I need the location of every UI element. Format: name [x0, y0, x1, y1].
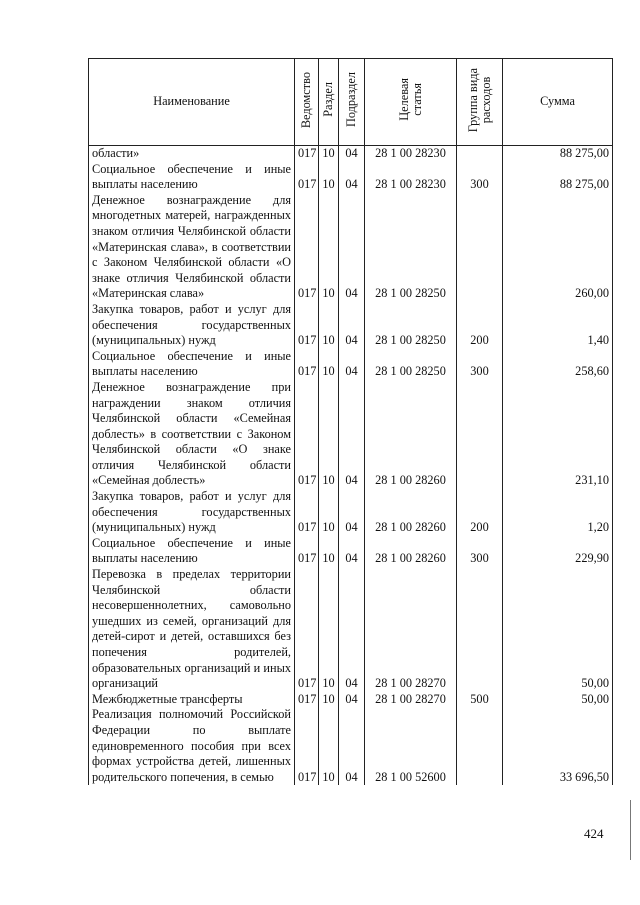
cell-name: Закупка товаров, работ и услуг для обеспечения государственных (муниципальных) нужд — [89, 302, 295, 349]
scan-edge-mark — [630, 800, 631, 860]
cell-dept: 017 — [295, 302, 319, 349]
cell-subsection: 04 — [339, 349, 365, 380]
cell-target: 28 1 00 28250 — [365, 193, 457, 302]
table-row — [89, 692, 613, 708]
table-row — [89, 567, 613, 692]
cell-group: 500 — [457, 692, 503, 708]
table-row — [89, 193, 613, 302]
cell-group: 300 — [457, 536, 503, 567]
cell-dept: 017 — [295, 707, 319, 785]
cell-subsection: 04 — [339, 536, 365, 567]
header-section-cell — [319, 59, 339, 146]
cell-group — [457, 193, 503, 302]
table-row — [89, 536, 613, 567]
cell-dept: 017 — [295, 536, 319, 567]
cell-target: 28 1 00 28230 — [365, 146, 457, 162]
cell-target: 28 1 00 28270 — [365, 692, 457, 708]
cell-section: 10 — [319, 707, 339, 785]
cell-dept: 017 — [295, 489, 319, 536]
cell-target: 28 1 00 28260 — [365, 380, 457, 489]
cell-sum: 88 275,00 — [503, 162, 613, 193]
header-dept: Ведомство — [299, 71, 313, 128]
cell-name: Закупка товаров, работ и услуг для обеспечения государственных (муниципальных) нужд — [89, 489, 295, 536]
cell-sum: 260,00 — [503, 193, 613, 302]
cell-target: 28 1 00 52600 — [365, 707, 457, 785]
cell-name: Перевозка в пределах территории Челябинской области несовершеннолетних, самовольно ушедших из семей, организаций для детей-сирот и детей, оставшихся без попечения родителей, образовательных организаций и иных организаций — [89, 567, 295, 692]
cell-section: 10 — [319, 380, 339, 489]
cell-group — [457, 380, 503, 489]
cell-dept: 017 — [295, 146, 319, 162]
cell-name: области» — [89, 146, 295, 162]
cell-section: 10 — [319, 302, 339, 349]
cell-target: 28 1 00 28230 — [365, 162, 457, 193]
cell-name: Реализация полномочий Российской Федерации по выплате единовременного пособия при всех формах устройства детей, лишенных родительского попечения, в семью — [89, 707, 295, 785]
page-number: 424 — [584, 826, 604, 841]
cell-subsection: 04 — [339, 380, 365, 489]
cell-subsection: 04 — [339, 489, 365, 536]
cell-group: 300 — [457, 162, 503, 193]
cell-dept: 017 — [295, 692, 319, 708]
cell-subsection: 04 — [339, 302, 365, 349]
cell-subsection: 04 — [339, 567, 365, 692]
cell-name: Социальное обеспечение и иные выплаты населению — [89, 536, 295, 567]
cell-subsection: 04 — [339, 146, 365, 162]
cell-target: 28 1 00 28260 — [365, 489, 457, 536]
cell-sum: 50,00 — [503, 692, 613, 708]
header-target-cell — [365, 59, 457, 146]
table-row — [89, 146, 613, 162]
cell-group — [457, 567, 503, 692]
cell-dept: 017 — [295, 380, 319, 489]
header-row — [89, 59, 613, 146]
cell-subsection: 04 — [339, 162, 365, 193]
cell-name: Денежное вознаграждение при награждении знаком отличия Челябинской области «Семейная доблесть» в соответствии с Законом Челябинской области «О знаке отличия Челябинской области «Семейная доблесть» — [89, 380, 295, 489]
cell-name: Межбюджетные трансферты — [89, 692, 295, 708]
cell-target: 28 1 00 28250 — [365, 349, 457, 380]
cell-dept: 017 — [295, 193, 319, 302]
cell-sum: 231,10 — [503, 380, 613, 489]
cell-sum: 33 696,50 — [503, 707, 613, 785]
table-body — [89, 146, 613, 786]
cell-sum: 50,00 — [503, 567, 613, 692]
header-dept-cell — [295, 59, 319, 146]
cell-sum: 1,40 — [503, 302, 613, 349]
header-subsection: Подраздел — [344, 72, 358, 128]
header-subsection-cell — [339, 59, 365, 146]
cell-sum: 229,90 — [503, 536, 613, 567]
cell-sum: 1,20 — [503, 489, 613, 536]
cell-target: 28 1 00 28270 — [365, 567, 457, 692]
cell-sum: 258,60 — [503, 349, 613, 380]
header-sum: Сумма — [503, 59, 613, 146]
cell-dept: 017 — [295, 567, 319, 692]
table-row — [89, 489, 613, 536]
cell-group: 300 — [457, 349, 503, 380]
cell-section: 10 — [319, 349, 339, 380]
cell-name: Социальное обеспечение и иные выплаты населению — [89, 162, 295, 193]
cell-target: 28 1 00 28250 — [365, 302, 457, 349]
cell-name: Социальное обеспечение и иные выплаты населению — [89, 349, 295, 380]
cell-group: 200 — [457, 302, 503, 349]
table-row — [89, 380, 613, 489]
cell-dept: 017 — [295, 349, 319, 380]
table-row — [89, 707, 613, 785]
cell-subsection: 04 — [339, 193, 365, 302]
table-row — [89, 162, 613, 193]
header-group: Группа вида расходов — [465, 67, 493, 132]
cell-name: Денежное вознаграждение для многодетных матерей, награжденных знаком отличия Челябинской области «Материнская слава», в соответствии с Законом Челябинской области «О знаке отличия Челябинской области «Материнская слава» — [89, 193, 295, 302]
cell-section: 10 — [319, 692, 339, 708]
cell-section: 10 — [319, 536, 339, 567]
cell-section: 10 — [319, 567, 339, 692]
cell-group — [457, 707, 503, 785]
budget-table — [88, 58, 613, 785]
cell-group — [457, 146, 503, 162]
header-name: Наименование — [89, 59, 295, 146]
cell-subsection: 04 — [339, 707, 365, 785]
cell-group: 200 — [457, 489, 503, 536]
cell-target: 28 1 00 28260 — [365, 536, 457, 567]
table-row — [89, 302, 613, 349]
header-section: Раздел — [321, 82, 335, 118]
cell-dept: 017 — [295, 162, 319, 193]
cell-section: 10 — [319, 193, 339, 302]
header-target: Целевая статья — [396, 78, 424, 122]
table-row — [89, 349, 613, 380]
header-group-cell — [457, 59, 503, 146]
cell-sum: 88 275,00 — [503, 146, 613, 162]
cell-section: 10 — [319, 162, 339, 193]
cell-section: 10 — [319, 489, 339, 536]
cell-section: 10 — [319, 146, 339, 162]
cell-subsection: 04 — [339, 692, 365, 708]
